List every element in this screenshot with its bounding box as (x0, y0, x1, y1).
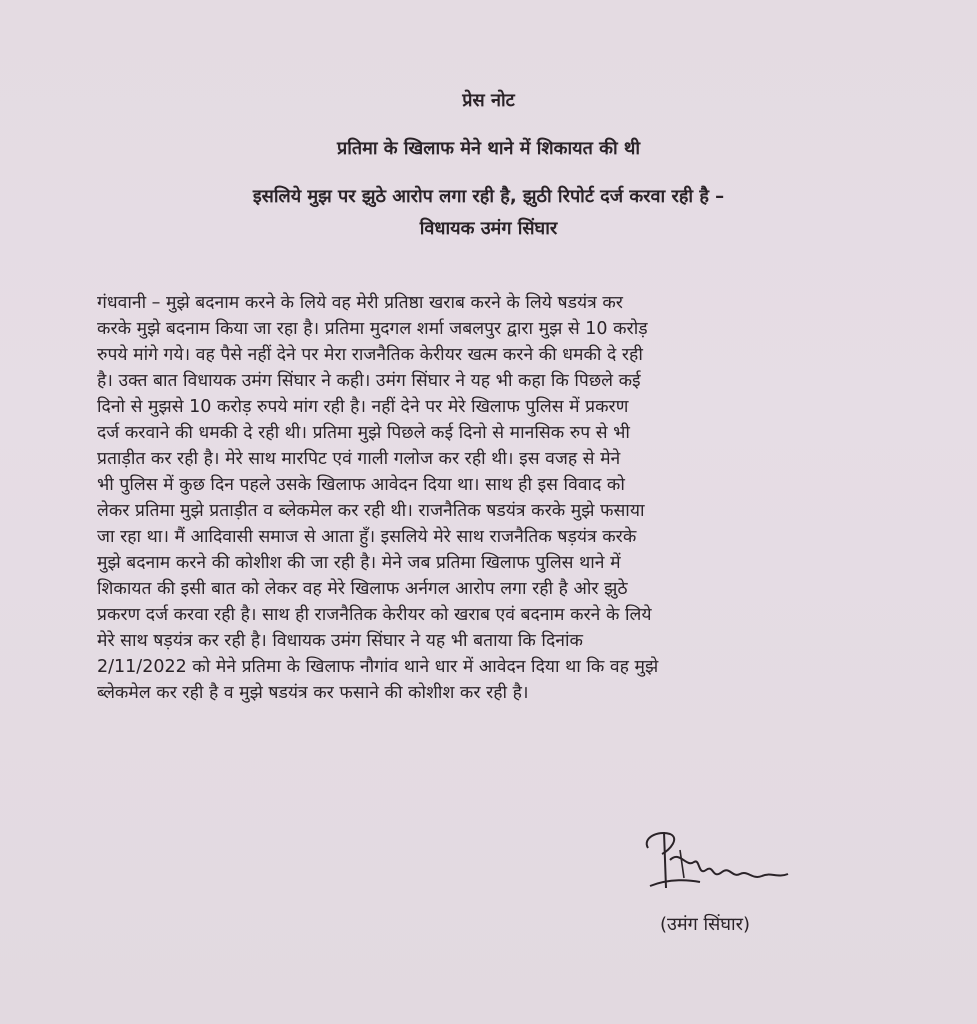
body-line: भी पुलिस में कुछ दिन पहले उसके खिलाफ आवेदन दिया था। साथ ही इस विवाद को (97, 475, 625, 495)
body-line: दिनो से मुझसे 10 करोड़ रुपये मांग रही है। नहीं देने पर मेरे खिलाफ पुलिस में प्रकरण (97, 397, 629, 417)
body-line: मुझे बदनाम करने की कोशीश की जा रही है। मेने जब प्रतिमा खिलाफ पुलिस थाने में (97, 553, 621, 573)
body-line: गंधवानी – मुझे बदनाम करने के लिये वह मेरी प्रतिष्ठा खराब करने के लिये षडयंत्र कर (97, 293, 623, 313)
body-line: मेरे साथ षड़यंत्र कर रही है। विधायक उमंग सिंघार ने यह भी बताया कि दिनांक (97, 631, 583, 651)
body-line: रुपये मांगे गये। वह पैसे नहीं देने पर मेरा राजनैतिक केरीयर खत्म करने की धमकी दे रही (97, 345, 643, 365)
body-line: है। उक्त बात विधायक उमंग सिंघार ने कही। उमंग सिंघार ने यह भी कहा कि पिछले कई (97, 371, 641, 391)
body-line: शिकायत की इसी बात को लेकर वह मेरे खिलाफ अर्नगल आरोप लगा रही है ओर झुठे (97, 579, 628, 599)
press-note-body (97, 290, 887, 706)
body-line: लेकर प्रतिमा मुझे प्रताड़ीत व ब्लेकमेल कर रही थी। राजनैतिक षडयंत्र करके मुझे फसाया (97, 501, 645, 521)
headline-line-2: इसलिये मुझ पर झुठे आरोप लगा रही है, झुठी रिपोर्ट दर्ज करवा रही है – (252, 186, 725, 207)
headline-line-3: विधायक उमंग सिंघार (419, 218, 558, 239)
handwritten-signature (640, 820, 800, 900)
body-line: ब्लेकमेल कर रही है व मुझे षडयंत्र कर फसाने की कोशीश कर रही है। (97, 683, 529, 703)
headline-line-1: प्रतिमा के खिलाफ मेने थाने में शिकायत की थी (336, 138, 641, 159)
body-line: जा रहा था। मैं आदिवासी समाज से आता हुँ। इसलिये मेरे साथ राजनैतिक षड़यंत्र करके (97, 527, 637, 547)
signer-name: (उमंग सिंघार) (660, 914, 751, 935)
press-note-label: प्रेस नोट (462, 90, 515, 111)
body-line: 2/11/2022 को मेने प्रतिमा के खिलाफ नौगांव थाने धार में आवेदन दिया था कि वह मुझे (97, 657, 659, 677)
body-line: प्रताड़ीत कर रही है। मेरे साथ मारपिट एवं गाली गलोज कर रही थी। इस वजह से मेने (97, 449, 621, 469)
body-line: दर्ज करवाने की धमकी दे रही थी। प्रतिमा मुझे पिछले कई दिनो से मानसिक रुप से भी (97, 423, 630, 443)
body-line: प्रकरण दर्ज करवा रही है। साथ ही राजनैतिक केरीयर को खराब एवं बदनाम करने के लिये (97, 605, 652, 625)
body-line: करके मुझे बदनाम किया जा रहा है। प्रतिमा मुदगल शर्मा जबलपुर द्वारा मुझ से 10 करोड़ (97, 319, 648, 339)
